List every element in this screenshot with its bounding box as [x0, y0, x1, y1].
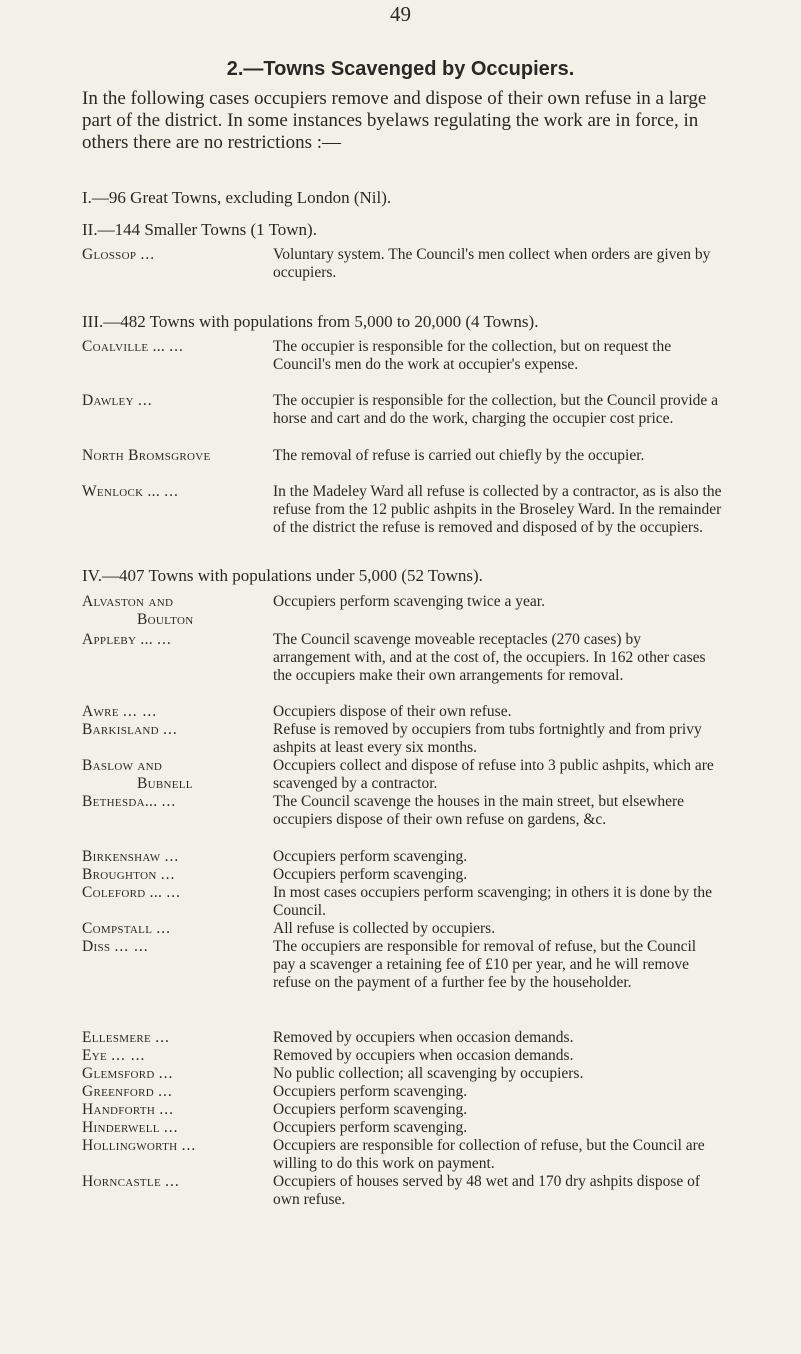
- entry-greenford: [82, 1083, 722, 1101]
- entry-name: Coalville ...: [82, 338, 166, 355]
- entry-alvaston: [82, 593, 722, 628]
- entry-name: North Bromsgrove: [82, 447, 211, 464]
- entry-name: Diss: [82, 938, 111, 955]
- section-3-heading: III.—482 Towns with populations from 5,000 to 20,000 (4 Towns).: [82, 312, 539, 331]
- entry-dawley: [82, 392, 722, 428]
- entry-description: The occupier is responsible for the collection, but on request the Council's men do the work at occupier's expense.: [273, 338, 672, 373]
- entry-leader: ...: [169, 338, 184, 355]
- entry-name: Eye: [82, 1047, 108, 1064]
- entry-coalville: [82, 338, 722, 374]
- entry-hollingworth: [82, 1137, 722, 1173]
- entry-name: Bethesda...: [82, 793, 158, 810]
- entry-hinderwell: [82, 1119, 722, 1137]
- section-4-heading: IV.—407 Towns with populations under 5,000 (52 Towns).: [82, 566, 483, 585]
- entry-appleby: [82, 631, 722, 685]
- entry-name: Coleford ...: [82, 884, 163, 901]
- entry-leader: ...: [158, 1065, 174, 1082]
- entry-leader: ...: [159, 1101, 174, 1118]
- entry-handforth: [82, 1101, 722, 1119]
- entry-leader: ... ...: [114, 938, 149, 955]
- section-2-heading: II.—144 Smaller Towns (1 Town).: [82, 220, 317, 239]
- entry-name-continued: Boulton: [137, 611, 194, 628]
- entry-birkenshaw: [82, 848, 722, 866]
- entry-broughton: [82, 866, 722, 884]
- entry-eye: [82, 1047, 722, 1065]
- entry-baslow: [82, 757, 722, 793]
- entry-description: In the Madeley Ward all refuse is collected by a contractor, as is also the refuse from the 12 public ashpits in the Broseley Ward. In the remainder of the district the refuse is removed and disposed of by the occupiers.: [273, 483, 722, 536]
- entry-leader: ...: [157, 631, 172, 648]
- entry-awre: [82, 703, 722, 721]
- entry-glemsford: [82, 1065, 722, 1083]
- entry-diss: [82, 938, 722, 992]
- page-title: 2.—Towns Scavenged by Occupiers.: [226, 58, 575, 80]
- entry-name: Compstall: [82, 920, 153, 937]
- entry-name: Appleby ...: [82, 631, 153, 648]
- entry-description: Occupiers are responsible for collection of refuse, but the Council are willing to do this work on payment.: [273, 1137, 705, 1172]
- entry-description: Removed by occupiers when occasion demands.: [273, 1029, 574, 1046]
- entry-leader: ... ...: [123, 703, 158, 720]
- entry-description: Occupiers perform scavenging twice a year.: [273, 593, 545, 610]
- entry-name: Wenlock ...: [82, 483, 161, 500]
- entry-description: Occupiers dispose of their own refuse.: [273, 703, 512, 720]
- entry-description: No public collection; all scavenging by occupiers.: [273, 1065, 584, 1082]
- entry-name: Glemsford: [82, 1065, 155, 1082]
- entry-leader: ...: [164, 483, 179, 500]
- entry-glossop: [82, 246, 722, 282]
- entry-name: Handforth: [82, 1101, 156, 1118]
- entry-description: Occupiers perform scavenging.: [273, 1119, 468, 1136]
- entry-name: Baslow and: [82, 757, 163, 774]
- entry-name: Ellesmere: [82, 1029, 151, 1046]
- entry-name: Alvaston and: [82, 593, 174, 610]
- entry-description: Occupiers perform scavenging.: [273, 1101, 468, 1118]
- entry-wenlock: [82, 483, 722, 537]
- entry-description: The occupiers are responsible for removal of refuse, but the Council pay a scavenger a retaining fee of £10 per year, and he will remove refuse on the payment of a further fee by the householder.: [273, 938, 697, 991]
- entry-description: The Council scavenge moveable receptacles (270 cases) by arrangement with, and at the cost of, the occupiers. In 162 other cases the occupiers make their own arrangements for removal.: [273, 631, 706, 684]
- entry-leader: ...: [163, 1119, 179, 1136]
- entry-description: Occupiers perform scavenging.: [273, 1083, 468, 1100]
- entry-coleford: [82, 884, 722, 920]
- entry-leader: ...: [166, 884, 181, 901]
- entry-description: Occupiers of houses served by 48 wet and 170 dry ashpits dispose of own refuse.: [273, 1173, 701, 1208]
- entry-description: Removed by occupiers when occasion demands.: [273, 1047, 574, 1064]
- entry-description: The Council scavenge the houses in the main street, but elsewhere occupiers dispose of their own refuse on gardens, &c.: [273, 793, 685, 828]
- entry-name: Awre: [82, 703, 119, 720]
- entry-leader: ...: [138, 392, 153, 409]
- entry-name-continued: Bubnell: [137, 775, 193, 792]
- entry-leader: ...: [160, 866, 176, 883]
- entry-leader: ...: [158, 1083, 173, 1100]
- entry-name: Dawley: [82, 392, 134, 409]
- intro-paragraph: In the following cases occupiers remove and dispose of their own refuse in a large part of the district. In some instances byelaws regulating the work are in force, in others there are no restrictions :—: [82, 88, 707, 153]
- entry-description: Occupiers collect and dispose of refuse into 3 public ashpits, which are scavenged by a contractor.: [273, 757, 714, 792]
- entry-name: Horncastle: [82, 1173, 161, 1190]
- entry-north-bromsgrove: [82, 447, 722, 465]
- entry-barkisland: [82, 721, 722, 757]
- entry-description: Voluntary system. The Council's men collect when orders are given by occupiers.: [273, 246, 711, 281]
- entry-leader: ...: [165, 1173, 180, 1190]
- entry-description: The occupier is responsible for the collection, but the Council provide a horse and cart and do the work, charging the occupier cost price.: [273, 392, 719, 427]
- entry-bethesda: [82, 793, 722, 829]
- entry-leader: ... ...: [111, 1047, 146, 1064]
- entry-name: Glossop: [82, 246, 137, 263]
- entry-name: Hinderwell: [82, 1119, 160, 1136]
- page-number: 49: [390, 2, 411, 26]
- entry-leader: ...: [155, 1029, 170, 1046]
- entry-leader: ...: [140, 246, 156, 263]
- entry-compstall: [82, 920, 722, 938]
- entry-leader: ...: [164, 848, 180, 865]
- entry-description: Refuse is removed by occupiers from tubs fortnightly and from privy ashpits at least every six months.: [273, 721, 702, 756]
- entry-name: Hollingworth: [82, 1137, 178, 1154]
- entry-leader: ...: [163, 721, 178, 738]
- entry-ellesmere: [82, 1029, 722, 1047]
- entry-name: Birkenshaw: [82, 848, 161, 865]
- section-1-heading: I.—96 Great Towns, excluding London (Nil).: [82, 188, 392, 207]
- entry-horncastle: [82, 1173, 722, 1209]
- entry-name: Barkisland: [82, 721, 159, 738]
- entry-description: All refuse is collected by occupiers.: [273, 920, 496, 937]
- entry-name: Broughton: [82, 866, 157, 883]
- entry-description: In most cases occupiers perform scavenging; in others it is done by the Council.: [273, 884, 713, 919]
- entry-description: Occupiers perform scavenging.: [273, 848, 468, 865]
- entry-leader: ...: [156, 920, 172, 937]
- entry-description: Occupiers perform scavenging.: [273, 866, 468, 883]
- entry-leader: ...: [181, 1137, 197, 1154]
- entry-name: Greenford: [82, 1083, 154, 1100]
- entry-description: The removal of refuse is carried out chiefly by the occupier.: [273, 447, 645, 464]
- entry-leader: ...: [161, 793, 177, 810]
